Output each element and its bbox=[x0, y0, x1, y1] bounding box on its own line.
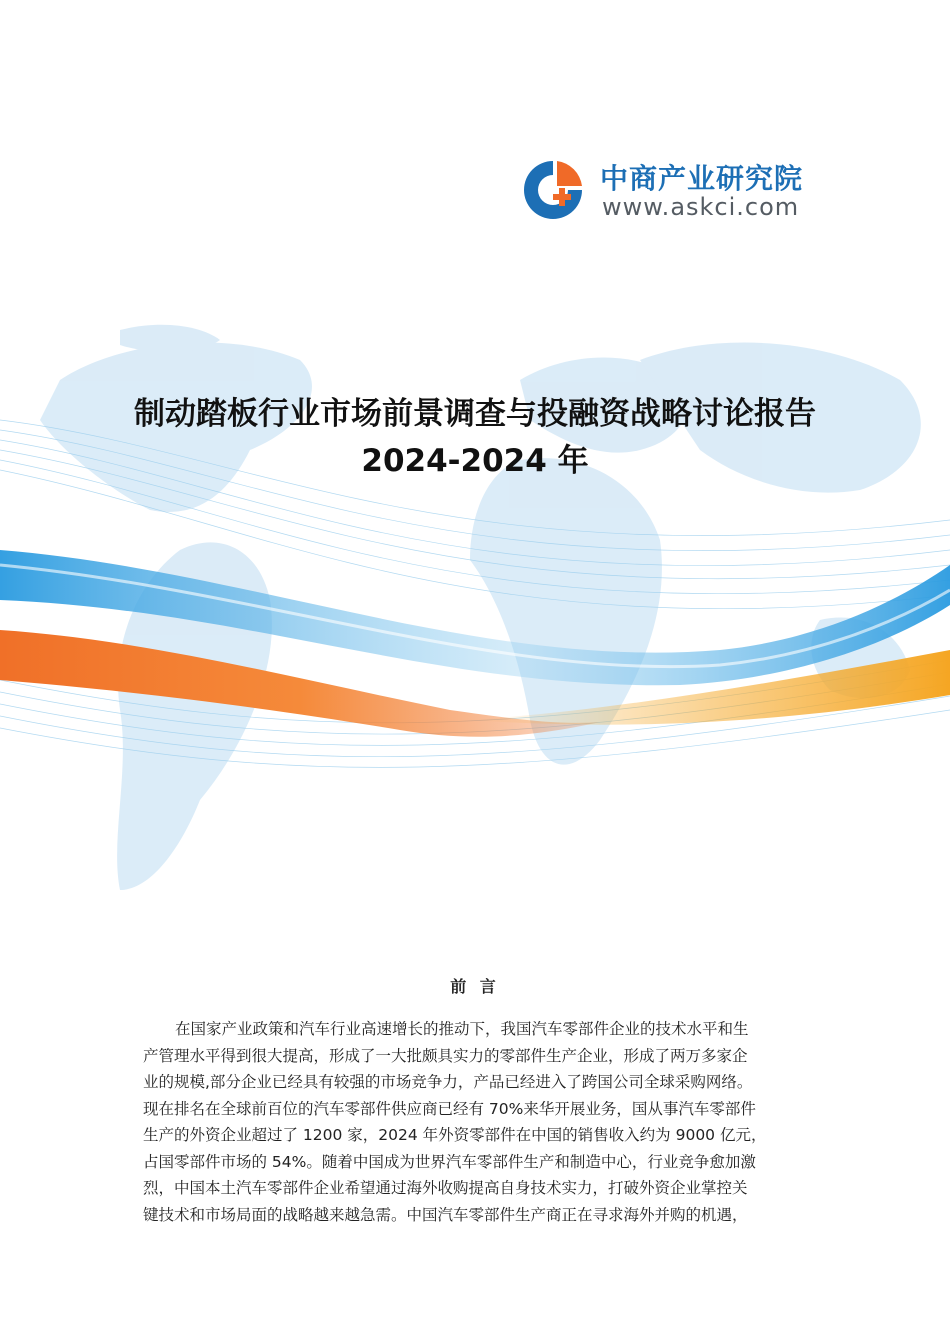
preface-line: 烈，中国本土汽车零部件企业希望通过海外收购提高自身技术实力，打破外资企业掌控关 bbox=[143, 1179, 748, 1197]
preface-line: 生产的外资企业超过了 1200 家，2024 年外资零部件在中国的销售收入约为 9000 亿元， bbox=[143, 1126, 767, 1144]
askci-logo bbox=[520, 155, 840, 227]
report-title-line1: 制动踏板行业市场前景调查与投融资战略讨论报告 bbox=[134, 396, 816, 432]
preface-line: 现在排名在全球前百位的汽车零部件供应商已经有 70%来华开展业务，国从事汽车零部件 bbox=[143, 1099, 756, 1118]
preface-body bbox=[143, 1016, 823, 1228]
askci-logo-icon bbox=[520, 157, 586, 223]
preface-line: 键技术和市场局面的战略越来越急需。中国汽车零部件生产商正在寻求海外并购的机遇， bbox=[143, 1205, 748, 1224]
preface-line: 产管理水平得到很大提高，形成了一大批颇具实力的零部件生产企业，形成了两万多家企 bbox=[143, 1046, 748, 1065]
logo-name: 中商产业研究院 bbox=[600, 162, 804, 195]
preface-line: 占国零部件市场的 54%。随着中国成为世界汽车零部件生产和制造中心，行业竞争愈加激 bbox=[143, 1152, 756, 1171]
preface-heading: 前 言 bbox=[450, 977, 500, 996]
report-title-line2: 2024-2024 年 bbox=[361, 443, 589, 479]
preface-line: 业的规模,部分企业已经具有较强的市场竞争力，产品已经进入了跨国公司全球采购网络。 bbox=[143, 1073, 753, 1091]
preface-line: 在国家产业政策和汽车行业高速增长的推动下，我国汽车零部件企业的技术水平和生 bbox=[175, 1020, 749, 1038]
logo-url: www.askci.com bbox=[602, 193, 800, 221]
